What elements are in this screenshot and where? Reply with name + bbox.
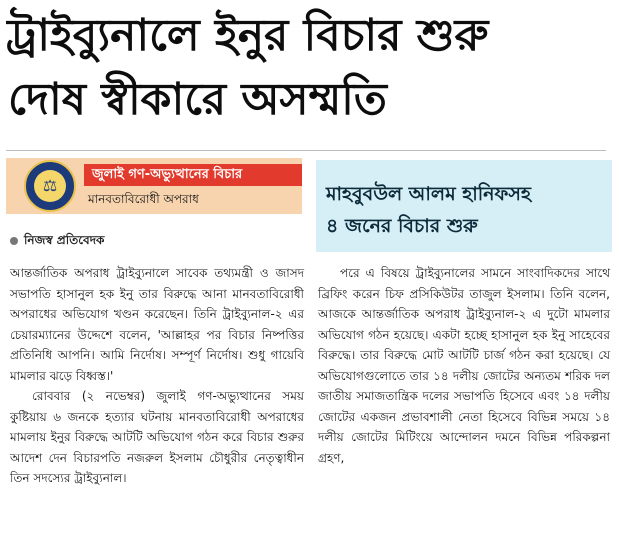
byline-text: নিজস্ব প্রতিবেদক <box>24 233 105 247</box>
headline-line-2: দোষ স্বীকারে অসম্মতি <box>8 74 387 125</box>
paragraph: আন্তর্জাতিক অপরাধ ট্রাইব্যুনালে সাবেক তথ্যমন্ত্রী ও জাসদ সভাপতি হাসানুল হক ইনু তার বিরুদ্ধে আনা মানবতাবিরোধী অপরাধের অভিযোগ খণ্ডন করেছেন। তিনি ট্রাইব্যুনাল-২ এর চেয়ারম্যানের উদ্দেশে বলেন, 'আল্লাহর পর বিচার নিষ্পত্তির প্রতিনিধি আপনি। আমি নির্দোষ। সম্পূর্ণ নির্দোষ। শুধু গায়েবি মামলার ঝড়ে বিধ্বস্ত।' <box>10 266 304 383</box>
banner-title: জুলাই গণ-অভ্যুত্থানের বিচার <box>84 164 302 186</box>
article-column-2 <box>318 263 610 468</box>
paragraph: পরে এ বিষয়ে ট্রাইব্যুনালের সামনে সাংবাদিকদের সাথে ব্রিফিং করেন চিফ প্রসিকিউটর তাজুল ইসলাম। তিনি বলেন, আজকে আন্তর্জাতিক অপরাধ ট্রাইব্যুনাল-২ এ দুটো মামলার অভিযোগ গঠন হয়েছে। একটা হচ্ছে হাসানুল হক ইনু সাহেবের বিরুদ্ধে। তার বিরুদ্ধে মোট আটটি চার্জ গঠন করা হয়েছে। যে অভিযোগগুলোতে তার ১৪ দলীয় জোটের অন্যতম শরিক দল জাতীয় সমাজতান্ত্রিক দলের সভাপতি হিসেবে এবং ১৪ দলীয় জোটের একজন প্রভাবশালী নেতা হিসেবে বিভিন্ন সময়ে ১৪ দলীয় জোটের মিটিংয়ে আন্দোলন দমনে বিভিন্ন পরিকল্পনা গ্রহণ, <box>318 266 610 465</box>
related-story-line-1: মাহবুবউল আলম হানিফসহ <box>326 183 531 205</box>
banner-subtitle: মানবতাবিরোধী অপরাধ <box>88 192 199 206</box>
divider <box>6 150 606 151</box>
headline-line-1: ট্রাইব্যুনালে ইনুর বিচার শুরু <box>6 10 489 61</box>
section-banner <box>6 158 302 214</box>
related-story-line-2: ৪ জনের বিচার শুরু <box>326 215 478 237</box>
scales-of-justice-emblem-icon: ⚖ <box>24 160 76 212</box>
byline <box>10 232 104 252</box>
headline <box>6 4 611 132</box>
paragraph: রোববার (২ নভেম্বর) জুলাই গণ-অভ্যুত্থানের সময় কুষ্টিয়ায় ৬ জনকে হত্যার ঘটনায় মানবতাবিরোধী অপরাধের মামলায় ইনুর বিরুদ্ধে আটটি অভিযোগ গঠন করে বিচার শুরুর আদেশ দেন বিচারপতি নজরুল ইসলাম চৌধুরীর নেতৃত্বাধীন তিন সদস্যের ট্রাইব্যুনাল। <box>10 389 304 485</box>
related-story-box <box>316 160 612 252</box>
bullet-icon <box>10 237 18 245</box>
article-column-1 <box>10 263 304 489</box>
